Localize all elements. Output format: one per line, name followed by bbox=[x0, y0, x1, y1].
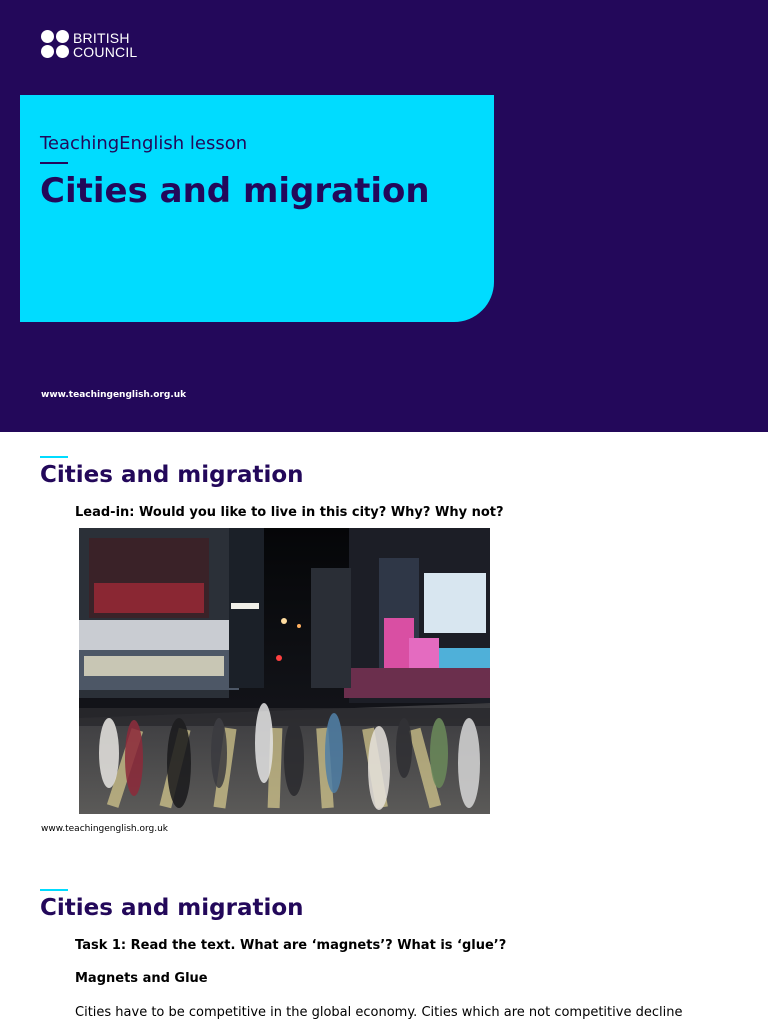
cover-slide bbox=[0, 0, 768, 432]
logo-line-1: BRITISH bbox=[73, 30, 130, 46]
cover-website-link[interactable]: www.teachingenglish.org.uk bbox=[41, 390, 187, 400]
title-card bbox=[20, 95, 494, 322]
text-body: Cities have to be competitive in the global economy. Cities which are not competitive decline bbox=[75, 1005, 683, 1020]
logo-dot-icon bbox=[56, 45, 69, 58]
slide2-website-link[interactable]: www.teachingenglish.org.uk bbox=[41, 824, 169, 834]
title-rule bbox=[40, 162, 68, 164]
lead-in-question: Lead-in: Would you like to live in this city? Why? Why not? bbox=[75, 505, 504, 520]
lesson-title: Cities and migration bbox=[40, 171, 430, 211]
text-heading: Magnets and Glue bbox=[75, 971, 208, 986]
city-night-street-photo bbox=[79, 528, 490, 814]
logo-dot-icon bbox=[41, 45, 54, 58]
slide2-accent-rule bbox=[40, 456, 68, 458]
slide3-title: Cities and migration bbox=[40, 895, 304, 921]
logo-line-2: COUNCIL bbox=[73, 44, 138, 60]
city-photo-illustration bbox=[79, 528, 490, 814]
logo-wordmark bbox=[73, 31, 137, 59]
slide2-title: Cities and migration bbox=[40, 462, 304, 488]
task-1-instruction: Task 1: Read the text. What are ‘magnets’? What is ‘glue’? bbox=[75, 938, 507, 953]
lesson-type-label: TeachingEnglish lesson bbox=[40, 133, 248, 154]
logo-dot-icon bbox=[56, 30, 69, 43]
logo-dot-icon bbox=[41, 30, 54, 43]
slide3-accent-rule bbox=[40, 889, 68, 891]
